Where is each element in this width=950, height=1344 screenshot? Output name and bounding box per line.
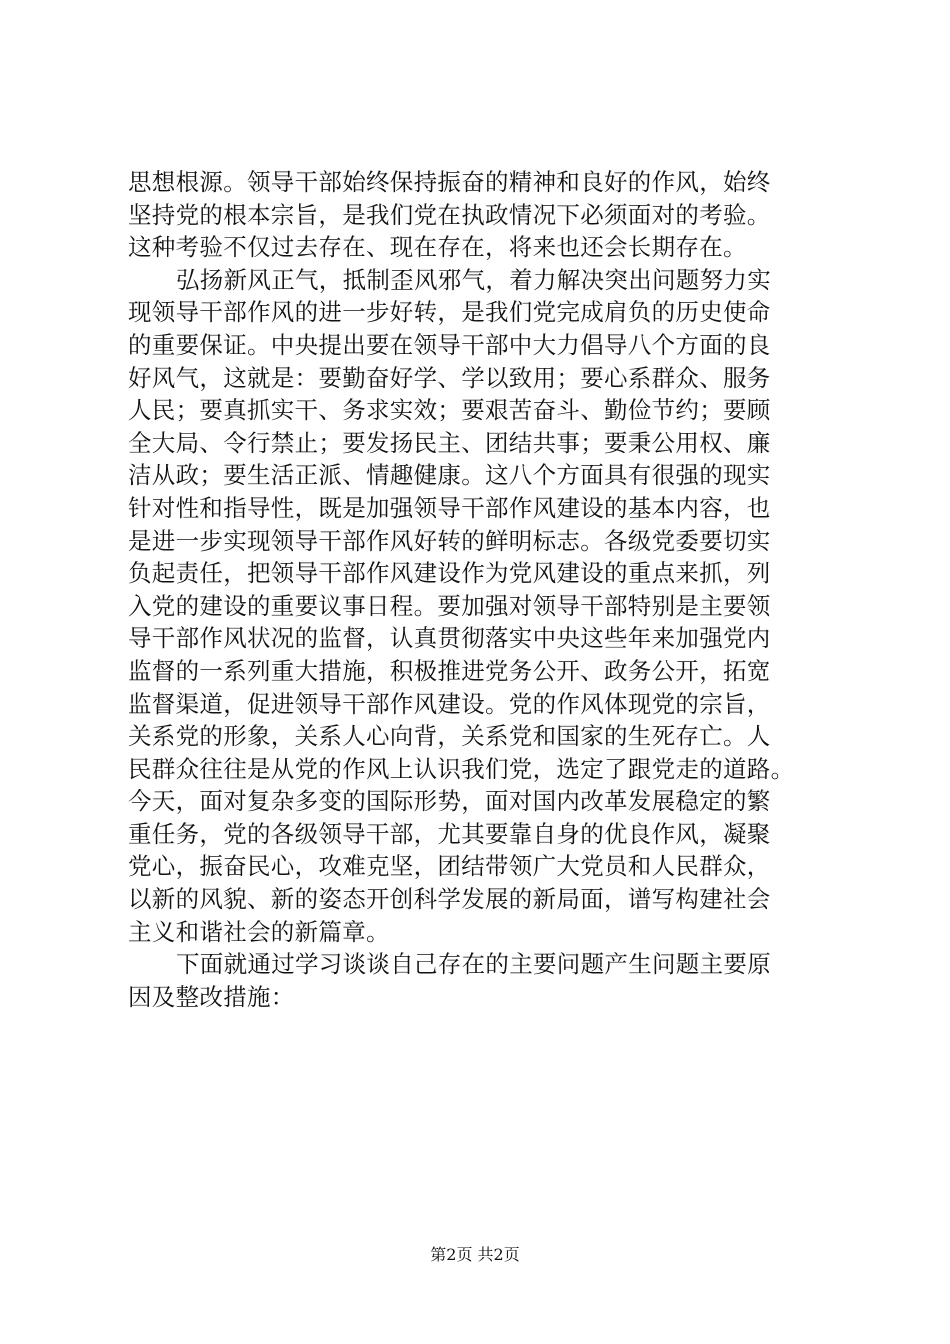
text-line: 现领导干部作风的进一步好转，是我们党完成肩负的历史使命 (128, 298, 771, 327)
text-line: 党心，振奋民心，攻难克坚，团结带领广大党员和人民群众， (128, 852, 771, 881)
text-line: 洁从政；要生活正派、情趣健康。这八个方面具有很强的现实 (128, 461, 771, 490)
text-line: 民群众往往是从党的作风上认识我们党，选定了跟党走的道路。 (128, 754, 795, 783)
text-line: 针对性和指导性，既是加强领导干部作风建设的基本内容，也 (128, 493, 771, 522)
text-line: 监督的一系列重大措施，积极推进党务公开、政务公开，拓宽 (128, 656, 771, 685)
text-line: 主义和谐社会的新篇章。 (128, 917, 390, 946)
text-line: 的重要保证。中央提出要在领导干部中大力倡导八个方面的良 (128, 330, 771, 359)
text-line: 入党的建设的重要议事日程。要加强对领导干部特别是主要领 (128, 591, 771, 620)
text-line: 好风气，这就是：要勤奋好学、学以致用；要心系群众、服务 (128, 363, 771, 392)
paragraph-first-line: 弘扬新风正气，抵制歪风邪气，着力解决突出问题努力实 (176, 265, 771, 294)
text-line: 思想根源。领导干部始终保持振奋的精神和良好的作风，始终 (128, 168, 771, 196)
paragraph-first-line: 下面就通过学习谈谈自己存在的主要问题产生问题主要原 (176, 950, 771, 979)
text-line: 负起责任，把领导干部作风建设作为党风建设的重点来抓，列 (128, 559, 771, 588)
text-line: 以新的风貌、新的姿态开创科学发展的新局面，谱写构建社会 (128, 885, 771, 914)
text-line: 今天，面对复杂多变的国际形势，面对国内改革发展稳定的繁 (128, 787, 771, 816)
document-body (128, 166, 848, 1013)
text-line: 因及整改措施： (128, 982, 295, 1011)
text-line: 重任务，党的各级领导干部，尤其要靠自身的优良作风，凝聚 (128, 819, 771, 848)
text-line: 坚持党的根本宗旨，是我们党在执政情况下必须面对的考验。 (128, 200, 771, 229)
page-number-footer: 第2页 共2页 (430, 1245, 520, 1264)
text-line: 人民；要真抓实干、务求实效；要艰苦奋斗、勤俭节约；要顾 (128, 396, 771, 425)
text-line: 是进一步实现领导干部作风好转的鲜明标志。各级党委要切实 (128, 526, 771, 555)
text-line: 关系党的形象，关系人心向背，关系党和国家的生死存亡。人 (128, 722, 771, 751)
text-line: 这种考验不仅过去存在、现在存在，将来也还会长期存在。 (128, 233, 747, 262)
text-line: 全大局、令行禁止；要发扬民主、团结共事；要秉公用权、廉 (128, 428, 771, 457)
text-line: 导干部作风状况的监督，认真贯彻落实中央这些年来加强党内 (128, 624, 771, 653)
text-line: 监督渠道，促进领导干部作风建设。党的作风体现党的宗旨， (128, 689, 771, 718)
